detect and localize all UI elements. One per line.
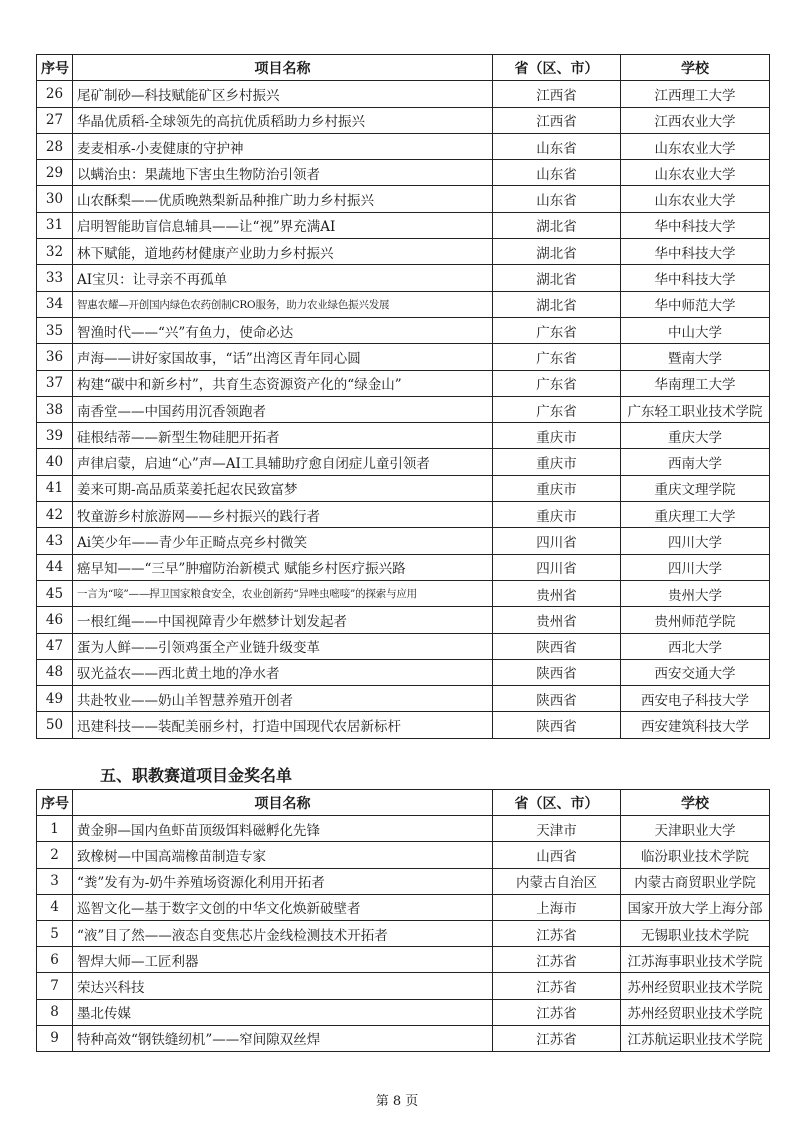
school: 山东农业大学 [621, 186, 770, 212]
project-name: 麦麦相承-小麦健康的守护神 [73, 133, 493, 159]
province: 湖北省 [493, 291, 621, 317]
province: 湖北省 [493, 265, 621, 291]
school: 江西理工大学 [621, 81, 770, 107]
row-index: 39 [37, 423, 73, 449]
table-row [37, 475, 770, 501]
table-body [37, 81, 770, 738]
table-row [37, 317, 770, 343]
school: 天津职业大学 [621, 816, 770, 842]
province: 陕西省 [493, 686, 621, 712]
table-row [37, 973, 770, 999]
project-name: 南香堂——中国药用沉香领跑者 [73, 396, 493, 422]
row-index: 40 [37, 449, 73, 475]
row-index: 3 [37, 868, 73, 894]
project-name: Ai笑少年——青少年正畸点亮乡村微笑 [73, 528, 493, 554]
project-name: 特种高效“钢铁缝纫机”——窄间隙双丝焊 [73, 1025, 493, 1051]
province: 陕西省 [493, 712, 621, 738]
row-index: 43 [37, 528, 73, 554]
section-title: 五、职教赛道项目金奖名单 [100, 766, 293, 785]
school: 华中科技大学 [621, 239, 770, 265]
school: 贵州大学 [621, 580, 770, 606]
province: 天津市 [493, 816, 621, 842]
province: 湖北省 [493, 212, 621, 238]
header-index: 序号 [37, 55, 73, 81]
row-index: 32 [37, 239, 73, 265]
province: 内蒙古自治区 [493, 868, 621, 894]
table-row [37, 107, 770, 133]
row-index: 9 [37, 1025, 73, 1051]
header-index: 序号 [37, 790, 73, 816]
project-name: AI宝贝：让寻亲不再孤单 [73, 265, 493, 291]
province: 上海市 [493, 894, 621, 920]
table-row [37, 502, 770, 528]
school: 西南大学 [621, 449, 770, 475]
table-row [37, 816, 770, 842]
province: 江苏省 [493, 947, 621, 973]
row-index: 4 [37, 894, 73, 920]
header-school: 学校 [621, 790, 770, 816]
project-name: “液”目了然——液态自变焦芯片金线检测技术开拓者 [73, 920, 493, 946]
project-name: 一根红绳——中国视障青少年燃梦计划发起者 [73, 607, 493, 633]
province: 山西省 [493, 842, 621, 868]
row-index: 33 [37, 265, 73, 291]
table-row [37, 186, 770, 212]
school: 重庆大学 [621, 423, 770, 449]
school: 华中科技大学 [621, 265, 770, 291]
school: 广东轻工职业技术学院 [621, 396, 770, 422]
project-name: 智焊大师—工匠利器 [73, 947, 493, 973]
school: 西北大学 [621, 633, 770, 659]
row-index: 37 [37, 370, 73, 396]
province: 贵州省 [493, 580, 621, 606]
table-row [37, 396, 770, 422]
province: 江西省 [493, 81, 621, 107]
table-row [37, 712, 770, 738]
table-row [37, 554, 770, 580]
project-name: 牧童游乡村旅游网——乡村振兴的践行者 [73, 502, 493, 528]
project-name: 癌早知——“三早”肿瘤防治新模式 赋能乡村医疗振兴路 [73, 554, 493, 580]
school: 重庆文理学院 [621, 475, 770, 501]
row-index: 1 [37, 816, 73, 842]
row-index: 8 [37, 999, 73, 1025]
province: 重庆市 [493, 475, 621, 501]
province: 广东省 [493, 344, 621, 370]
project-name: 墨北传媒 [73, 999, 493, 1025]
province: 重庆市 [493, 449, 621, 475]
vocational-gold-award-table [36, 789, 770, 1052]
province: 湖北省 [493, 239, 621, 265]
row-index: 7 [37, 973, 73, 999]
school: 苏州经贸职业技术学院 [621, 973, 770, 999]
project-name: 黄金卵—国内鱼虾苗顶级饵料磁孵化先锋 [73, 816, 493, 842]
project-name: 华晶优质稻-全球领先的高抗优质稻助力乡村振兴 [73, 107, 493, 133]
table-row [37, 81, 770, 107]
school: 江西农业大学 [621, 107, 770, 133]
row-index: 47 [37, 633, 73, 659]
province: 山东省 [493, 160, 621, 186]
project-name: 硅根结蒂——新型生物硅肥开拓者 [73, 423, 493, 449]
province: 四川省 [493, 528, 621, 554]
row-index: 30 [37, 186, 73, 212]
school: 四川大学 [621, 554, 770, 580]
row-index: 42 [37, 502, 73, 528]
school: 苏州经贸职业技术学院 [621, 999, 770, 1025]
row-index: 45 [37, 580, 73, 606]
table-row [37, 344, 770, 370]
row-index: 31 [37, 212, 73, 238]
table-row [37, 1025, 770, 1051]
table-header-row [37, 790, 770, 816]
row-index: 50 [37, 712, 73, 738]
table-row [37, 686, 770, 712]
table-row [37, 947, 770, 973]
table-row [37, 842, 770, 868]
table-row [37, 449, 770, 475]
table-row [37, 528, 770, 554]
project-name: 声海——讲好家国故事，“话”出湾区青年同心圆 [73, 344, 493, 370]
project-name: 智渔时代——“兴”有鱼力，使命必达 [73, 317, 493, 343]
page-number: 第 8 页 [375, 1094, 419, 1109]
school: 中山大学 [621, 317, 770, 343]
row-index: 5 [37, 920, 73, 946]
project-name: 荣达兴科技 [73, 973, 493, 999]
project-name: 启明智能助盲信息辅具——让“视”界充满AI [73, 212, 493, 238]
province: 陕西省 [493, 659, 621, 685]
row-index: 49 [37, 686, 73, 712]
school: 华中科技大学 [621, 212, 770, 238]
row-index: 27 [37, 107, 73, 133]
table-row [37, 920, 770, 946]
table-row [37, 868, 770, 894]
province: 江苏省 [493, 920, 621, 946]
province: 陕西省 [493, 633, 621, 659]
school: 西安交通大学 [621, 659, 770, 685]
project-name: 一言为“唼”——捍卫国家粮食安全，农业创新药“异唑虫嘧唼”的探索与应用 [73, 580, 493, 606]
province: 广东省 [493, 370, 621, 396]
table-header-row [37, 55, 770, 81]
school: 华南理工大学 [621, 370, 770, 396]
project-name: 声律启蒙，启迪“心”声—AI工具辅助疗愈自闭症儿童引领者 [73, 449, 493, 475]
province: 重庆市 [493, 502, 621, 528]
header-school: 学校 [621, 55, 770, 81]
table-row [37, 580, 770, 606]
row-index: 29 [37, 160, 73, 186]
province: 山东省 [493, 186, 621, 212]
school: 暨南大学 [621, 344, 770, 370]
table-row [37, 291, 770, 317]
table-row [37, 659, 770, 685]
row-index: 6 [37, 947, 73, 973]
project-name: 姜来可期-高品质菜姜托起农民致富梦 [73, 475, 493, 501]
project-name: 迅建科技——装配美丽乡村，打造中国现代农居新标杆 [73, 712, 493, 738]
school: 江苏航运职业技术学院 [621, 1025, 770, 1051]
gold-award-table-continued [36, 54, 770, 739]
school: 华中师范大学 [621, 291, 770, 317]
table-row [37, 133, 770, 159]
table-row [37, 423, 770, 449]
school: 西安电子科技大学 [621, 686, 770, 712]
school: 内蒙古商贸职业学院 [621, 868, 770, 894]
project-name: 林下赋能，道地药材健康产业助力乡村振兴 [73, 239, 493, 265]
project-name: 智惠农耀—开创国内绿色农药创制CRO服务，助力农业绿色振兴发展 [73, 291, 493, 317]
project-name: 构建“碳中和新乡村”，共育生态资源资产化的“绿金山” [73, 370, 493, 396]
project-name: 巡智文化—基于数字文创的中华文化焕新破壁者 [73, 894, 493, 920]
row-index: 38 [37, 396, 73, 422]
row-index: 46 [37, 607, 73, 633]
row-index: 48 [37, 659, 73, 685]
school: 无锡职业技术学院 [621, 920, 770, 946]
header-province: 省（区、市） [493, 790, 621, 816]
row-index: 28 [37, 133, 73, 159]
school: 四川大学 [621, 528, 770, 554]
row-index: 34 [37, 291, 73, 317]
header-province: 省（区、市） [493, 55, 621, 81]
province: 重庆市 [493, 423, 621, 449]
table-row [37, 607, 770, 633]
school: 临汾职业技术学院 [621, 842, 770, 868]
province: 贵州省 [493, 607, 621, 633]
project-name: 蛋为人鲜——引领鸡蛋全产业链升级变革 [73, 633, 493, 659]
province: 广东省 [493, 317, 621, 343]
project-name: 致橡树—中国高端橡苗制造专家 [73, 842, 493, 868]
header-project-name: 项目名称 [73, 55, 493, 81]
row-index: 44 [37, 554, 73, 580]
row-index: 26 [37, 81, 73, 107]
school: 国家开放大学上海分部 [621, 894, 770, 920]
table-row [37, 212, 770, 238]
table-row [37, 894, 770, 920]
row-index: 2 [37, 842, 73, 868]
school: 山东农业大学 [621, 160, 770, 186]
row-index: 35 [37, 317, 73, 343]
table-row [37, 370, 770, 396]
header-project-name: 项目名称 [73, 790, 493, 816]
table-row [37, 239, 770, 265]
province: 四川省 [493, 554, 621, 580]
school: 江苏海事职业技术学院 [621, 947, 770, 973]
province: 江苏省 [493, 999, 621, 1025]
table-row [37, 633, 770, 659]
project-name: “粪”发有为-奶牛养殖场资源化利用开拓者 [73, 868, 493, 894]
project-name: 山农酥梨——优质晚熟梨新品种推广助力乡村振兴 [73, 186, 493, 212]
project-name: 以螨治虫：果蔬地下害虫生物防治引领者 [73, 160, 493, 186]
table-body [37, 816, 770, 1052]
school: 重庆理工大学 [621, 502, 770, 528]
row-index: 36 [37, 344, 73, 370]
school: 西安建筑科技大学 [621, 712, 770, 738]
school: 贵州师范学院 [621, 607, 770, 633]
province: 江西省 [493, 107, 621, 133]
project-name: 共赴牧业——奶山羊智慧养殖开创者 [73, 686, 493, 712]
table-row [37, 265, 770, 291]
province: 山东省 [493, 133, 621, 159]
table-row [37, 160, 770, 186]
project-name: 驭光益农——西北黄土地的净水者 [73, 659, 493, 685]
province: 广东省 [493, 396, 621, 422]
province: 江苏省 [493, 973, 621, 999]
table-row [37, 999, 770, 1025]
province: 江苏省 [493, 1025, 621, 1051]
row-index: 41 [37, 475, 73, 501]
school: 山东农业大学 [621, 133, 770, 159]
project-name: 尾矿制砂—科技赋能矿区乡村振兴 [73, 81, 493, 107]
